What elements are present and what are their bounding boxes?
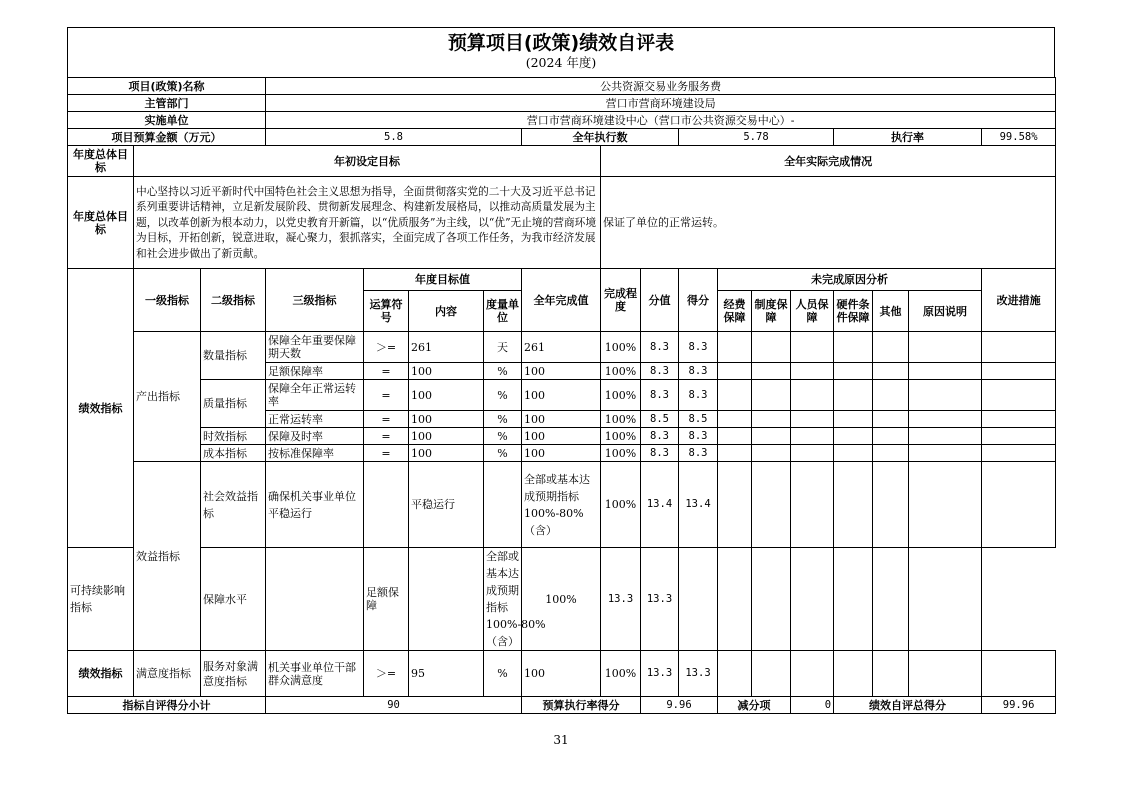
score-cell: 13.3 — [641, 548, 679, 651]
empty-cell — [982, 428, 1056, 445]
empty-cell — [982, 332, 1056, 363]
completion-value-cell: 100 — [522, 445, 601, 462]
deduction-label: 减分项 — [718, 697, 791, 714]
score-value-cell: 13.4 — [641, 462, 679, 548]
operator-cell: = — [364, 363, 409, 380]
empty-cell — [752, 548, 791, 651]
level3-cell: 保障全年正常运转率 — [266, 380, 364, 411]
header-content: 内容 — [409, 291, 484, 332]
department-label: 主管部门 — [68, 95, 266, 112]
content-cell: 95 — [409, 651, 484, 697]
operator-cell: = — [364, 428, 409, 445]
goals-initial-header: 年初设定目标 — [134, 146, 601, 177]
completion-degree-cell: 100% — [601, 380, 641, 411]
header-improvement: 改进措施 — [982, 269, 1056, 332]
empty-cell — [909, 445, 982, 462]
empty-cell — [873, 548, 909, 651]
empty-cell — [982, 651, 1056, 697]
header-completion-value: 全年完成值 — [522, 269, 601, 332]
rate-value: 99.58% — [982, 129, 1056, 146]
completion-value-cell: 100 — [522, 411, 601, 428]
empty-cell — [909, 428, 982, 445]
empty-cell — [791, 363, 834, 380]
operator-cell: ＞= — [364, 651, 409, 697]
empty-cell — [752, 651, 791, 697]
header-explanation: 原因说明 — [909, 291, 982, 332]
empty-cell — [982, 380, 1056, 411]
goals-content-row — [68, 177, 1056, 269]
level3-cell: 按标准保障率 — [266, 445, 364, 462]
evaluation-sheet — [67, 27, 1055, 714]
header-reasons: 未完成原因分析 — [718, 269, 982, 291]
table-row — [68, 332, 1056, 363]
unit-cell — [409, 548, 484, 651]
score-cell: 8.3 — [679, 380, 718, 411]
score-cell: 13.3 — [679, 651, 718, 697]
empty-cell — [873, 462, 909, 548]
empty-cell — [752, 363, 791, 380]
completion-degree-cell: 100% — [601, 332, 641, 363]
completion-value-cell: 100 — [522, 363, 601, 380]
unit-cell: % — [484, 651, 522, 697]
subtotal-value: 90 — [266, 697, 522, 714]
unit-cell: % — [484, 380, 522, 411]
indicator-header-row-1 — [68, 269, 1056, 291]
unit: 营口市营商环境建设中心（营口市公共资源交易中心）- — [266, 112, 1056, 129]
empty-cell — [909, 332, 982, 363]
level3-cell: 保障水平 — [201, 548, 266, 651]
empty-cell — [791, 445, 834, 462]
level2-cell: 数量指标 — [201, 332, 266, 380]
evaluation-table — [67, 77, 1056, 714]
empty-cell — [718, 548, 752, 651]
info-row-department — [68, 95, 1056, 112]
empty-cell — [679, 548, 718, 651]
empty-cell — [752, 445, 791, 462]
empty-cell — [791, 462, 834, 548]
executed-label: 全年执行数 — [522, 129, 679, 146]
page-number: 31 — [553, 733, 569, 747]
empty-cell — [718, 651, 752, 697]
empty-cell — [873, 428, 909, 445]
empty-cell — [834, 380, 873, 411]
score-cell: 8.3 — [679, 332, 718, 363]
empty-cell — [909, 462, 982, 548]
page-subtitle: (2024 年度) — [525, 55, 597, 70]
empty-cell — [909, 651, 982, 697]
deduction-value: 0 — [791, 697, 834, 714]
satisfaction-performance-label: 绩效指标 — [68, 651, 134, 697]
info-row-unit — [68, 112, 1056, 129]
department: 营口市营商环境建设局 — [266, 95, 1056, 112]
empty-cell — [791, 548, 834, 651]
score-value-cell: 8.3 — [641, 380, 679, 411]
score-value-cell: 8.3 — [641, 363, 679, 380]
unit-cell: % — [484, 363, 522, 380]
unit-cell: 天 — [484, 332, 522, 363]
header-completion-degree: 完成程度 — [601, 269, 641, 332]
level2-cell: 时效指标 — [201, 428, 266, 445]
unit-label: 实施单位 — [68, 112, 266, 129]
completion-degree-cell: 100% — [601, 445, 641, 462]
goals-actual-text: 保证了单位的正常运转。 — [601, 177, 1056, 269]
table-row — [68, 428, 1056, 445]
content-cell: 100 — [409, 380, 484, 411]
empty-cell — [791, 411, 834, 428]
budget-label: 项目预算金额（万元） — [68, 129, 266, 146]
completion-value-cell: 100 — [522, 380, 601, 411]
table-row — [68, 651, 1056, 697]
score-cell: 8.3 — [679, 428, 718, 445]
performance-indicator-label: 绩效指标 — [68, 269, 134, 548]
empty-cell — [752, 462, 791, 548]
empty-cell — [834, 651, 873, 697]
empty-cell — [873, 651, 909, 697]
operator-cell: = — [364, 411, 409, 428]
content-cell: 100 — [409, 363, 484, 380]
budget-value: 5.8 — [266, 129, 522, 146]
header-level2: 二级指标 — [201, 269, 266, 332]
score-cell: 13.4 — [679, 462, 718, 548]
score-value-cell: 13.3 — [641, 651, 679, 697]
completion-degree-cell: 100% — [601, 363, 641, 380]
footer-row — [68, 697, 1056, 714]
empty-cell — [791, 332, 834, 363]
level2-cell: 成本指标 — [201, 445, 266, 462]
completion-degree-cell: 100% — [601, 428, 641, 445]
completion-value-cell: 100 — [522, 428, 601, 445]
header-staff: 人员保障 — [791, 291, 834, 332]
empty-cell — [791, 428, 834, 445]
header-unit: 度量单位 — [484, 291, 522, 332]
content-cell: 100 — [409, 445, 484, 462]
empty-cell — [834, 332, 873, 363]
table-row — [68, 380, 1056, 411]
rate-label: 执行率 — [834, 129, 982, 146]
score-cell: 8.5 — [679, 411, 718, 428]
output-indicator-label: 产出指标 — [134, 332, 201, 462]
level2-cell: 质量指标 — [201, 380, 266, 428]
empty-cell — [752, 380, 791, 411]
completion-degree-cell: 100% — [601, 462, 641, 548]
level2-cell: 服务对象满意度指标 — [201, 651, 266, 697]
empty-cell — [909, 363, 982, 380]
completion-value-cell: 全部或基本达成预期指标 100%-80%（含） — [522, 462, 601, 548]
score-value-cell: 8.3 — [641, 445, 679, 462]
score-value-cell: 13.3 — [601, 548, 641, 651]
empty-cell — [791, 380, 834, 411]
benefit-indicator-label: 效益指标 — [134, 462, 201, 651]
empty-cell — [834, 411, 873, 428]
header-score: 得分 — [679, 269, 718, 332]
score-value-cell: 8.3 — [641, 332, 679, 363]
header-hardware: 硬件条件保障 — [834, 291, 873, 332]
empty-cell — [873, 363, 909, 380]
score-cell: 8.3 — [679, 363, 718, 380]
content-cell: 100 — [409, 411, 484, 428]
empty-cell — [752, 411, 791, 428]
info-row-project — [68, 78, 1056, 95]
score-value-cell: 8.3 — [641, 428, 679, 445]
empty-cell — [873, 411, 909, 428]
subtotal-label: 指标自评得分小计 — [68, 697, 266, 714]
table-row — [68, 445, 1056, 462]
score-value-cell: 8.5 — [641, 411, 679, 428]
empty-cell — [718, 411, 752, 428]
empty-cell — [982, 411, 1056, 428]
empty-cell — [834, 462, 873, 548]
empty-cell — [834, 428, 873, 445]
header-other: 其他 — [873, 291, 909, 332]
empty-cell — [982, 363, 1056, 380]
empty-cell — [982, 462, 1056, 548]
unit-cell: % — [484, 445, 522, 462]
level3-cell: 保障及时率 — [266, 428, 364, 445]
header-level3: 三级指标 — [266, 269, 364, 332]
empty-cell — [909, 548, 982, 651]
empty-cell — [834, 363, 873, 380]
unit-cell: % — [484, 428, 522, 445]
satisfaction-indicator-label: 满意度指标 — [134, 651, 201, 697]
table-row — [68, 548, 1056, 651]
empty-cell — [834, 548, 873, 651]
empty-cell — [718, 332, 752, 363]
unit-cell — [484, 462, 522, 548]
title-block — [67, 27, 1055, 77]
level2-cell: 可持续影响指标 — [68, 548, 134, 651]
executed-value: 5.78 — [679, 129, 834, 146]
empty-cell — [718, 428, 752, 445]
completion-value-cell: 全部或基本达成预期指标 100%-80%（含） — [484, 548, 522, 651]
level3-cell: 机关事业单位干部群众满意度 — [266, 651, 364, 697]
level2-cell: 社会效益指标 — [201, 462, 266, 548]
empty-cell — [909, 411, 982, 428]
operator-cell: = — [364, 380, 409, 411]
page-title: 预算项目(政策)绩效自评表 — [447, 32, 675, 54]
empty-cell — [834, 445, 873, 462]
empty-cell — [718, 462, 752, 548]
operator-cell: ＞= — [364, 332, 409, 363]
empty-cell — [909, 380, 982, 411]
empty-cell — [752, 332, 791, 363]
empty-cell — [873, 380, 909, 411]
empty-cell — [718, 363, 752, 380]
project-name-label: 项目(政策)名称 — [68, 78, 266, 95]
empty-cell — [982, 445, 1056, 462]
empty-cell — [752, 428, 791, 445]
level3-cell: 确保机关事业单位平稳运行 — [266, 462, 364, 548]
completion-value-cell: 100 — [522, 651, 601, 697]
budget-rate-value: 9.96 — [641, 697, 718, 714]
empty-cell — [718, 380, 752, 411]
budget-rate-label: 预算执行率得分 — [522, 697, 641, 714]
level3-cell: 足额保障率 — [266, 363, 364, 380]
content-cell: 足额保障 — [364, 548, 409, 651]
header-level1: 一级指标 — [134, 269, 201, 332]
header-funding: 经费保障 — [718, 291, 752, 332]
header-system: 制度保障 — [752, 291, 791, 332]
header-score-value: 分值 — [641, 269, 679, 332]
completion-degree-cell: 100% — [601, 651, 641, 697]
content-cell: 261 — [409, 332, 484, 363]
table-row — [68, 462, 1056, 548]
total-label: 绩效自评总得分 — [834, 697, 982, 714]
operator-cell — [364, 462, 409, 548]
operator-cell: = — [364, 445, 409, 462]
level3-cell: 保障全年重要保障期天数 — [266, 332, 364, 363]
goals-row-label: 年度总体目标 — [68, 177, 134, 269]
score-cell: 8.3 — [679, 445, 718, 462]
content-cell: 平稳运行 — [409, 462, 484, 548]
completion-degree-cell: 100% — [601, 411, 641, 428]
operator-cell — [266, 548, 364, 651]
header-annual-target: 年度目标值 — [364, 269, 522, 291]
content-cell: 100 — [409, 428, 484, 445]
goals-header-label: 年度总体目标 — [68, 146, 134, 177]
level3-cell: 正常运转率 — [266, 411, 364, 428]
unit-cell: % — [484, 411, 522, 428]
goals-header-row — [68, 146, 1056, 177]
header-operator: 运算符号 — [364, 291, 409, 332]
info-row-budget — [68, 129, 1056, 146]
goals-actual-header: 全年实际完成情况 — [601, 146, 1056, 177]
empty-cell — [873, 332, 909, 363]
total-value: 99.96 — [982, 697, 1056, 714]
completion-value-cell: 261 — [522, 332, 601, 363]
empty-cell — [791, 651, 834, 697]
completion-degree-cell: 100% — [522, 548, 601, 651]
empty-cell — [718, 445, 752, 462]
goals-initial-text: 中心坚持以习近平新时代中国特色社会主义思想为指导，全面贯彻落实党的二十大及习近平总书记系列重要讲话精神，立足新发展阶段、贯彻新发展理念、构建新发展格局，以推动高质量发展为主题，以改革创新为根本动力，以党史教育开新篇，以“优质服务”为主线，以“优”无止境的营商环境为目标，开拓创新，锐意进取，凝心聚力，狠抓落实，全面完成了各项工作任务，为我市经济发展和社会进步做出了新贡献。 — [134, 177, 601, 269]
empty-cell — [873, 445, 909, 462]
project-name: 公共资源交易业务服务费 — [266, 78, 1056, 95]
